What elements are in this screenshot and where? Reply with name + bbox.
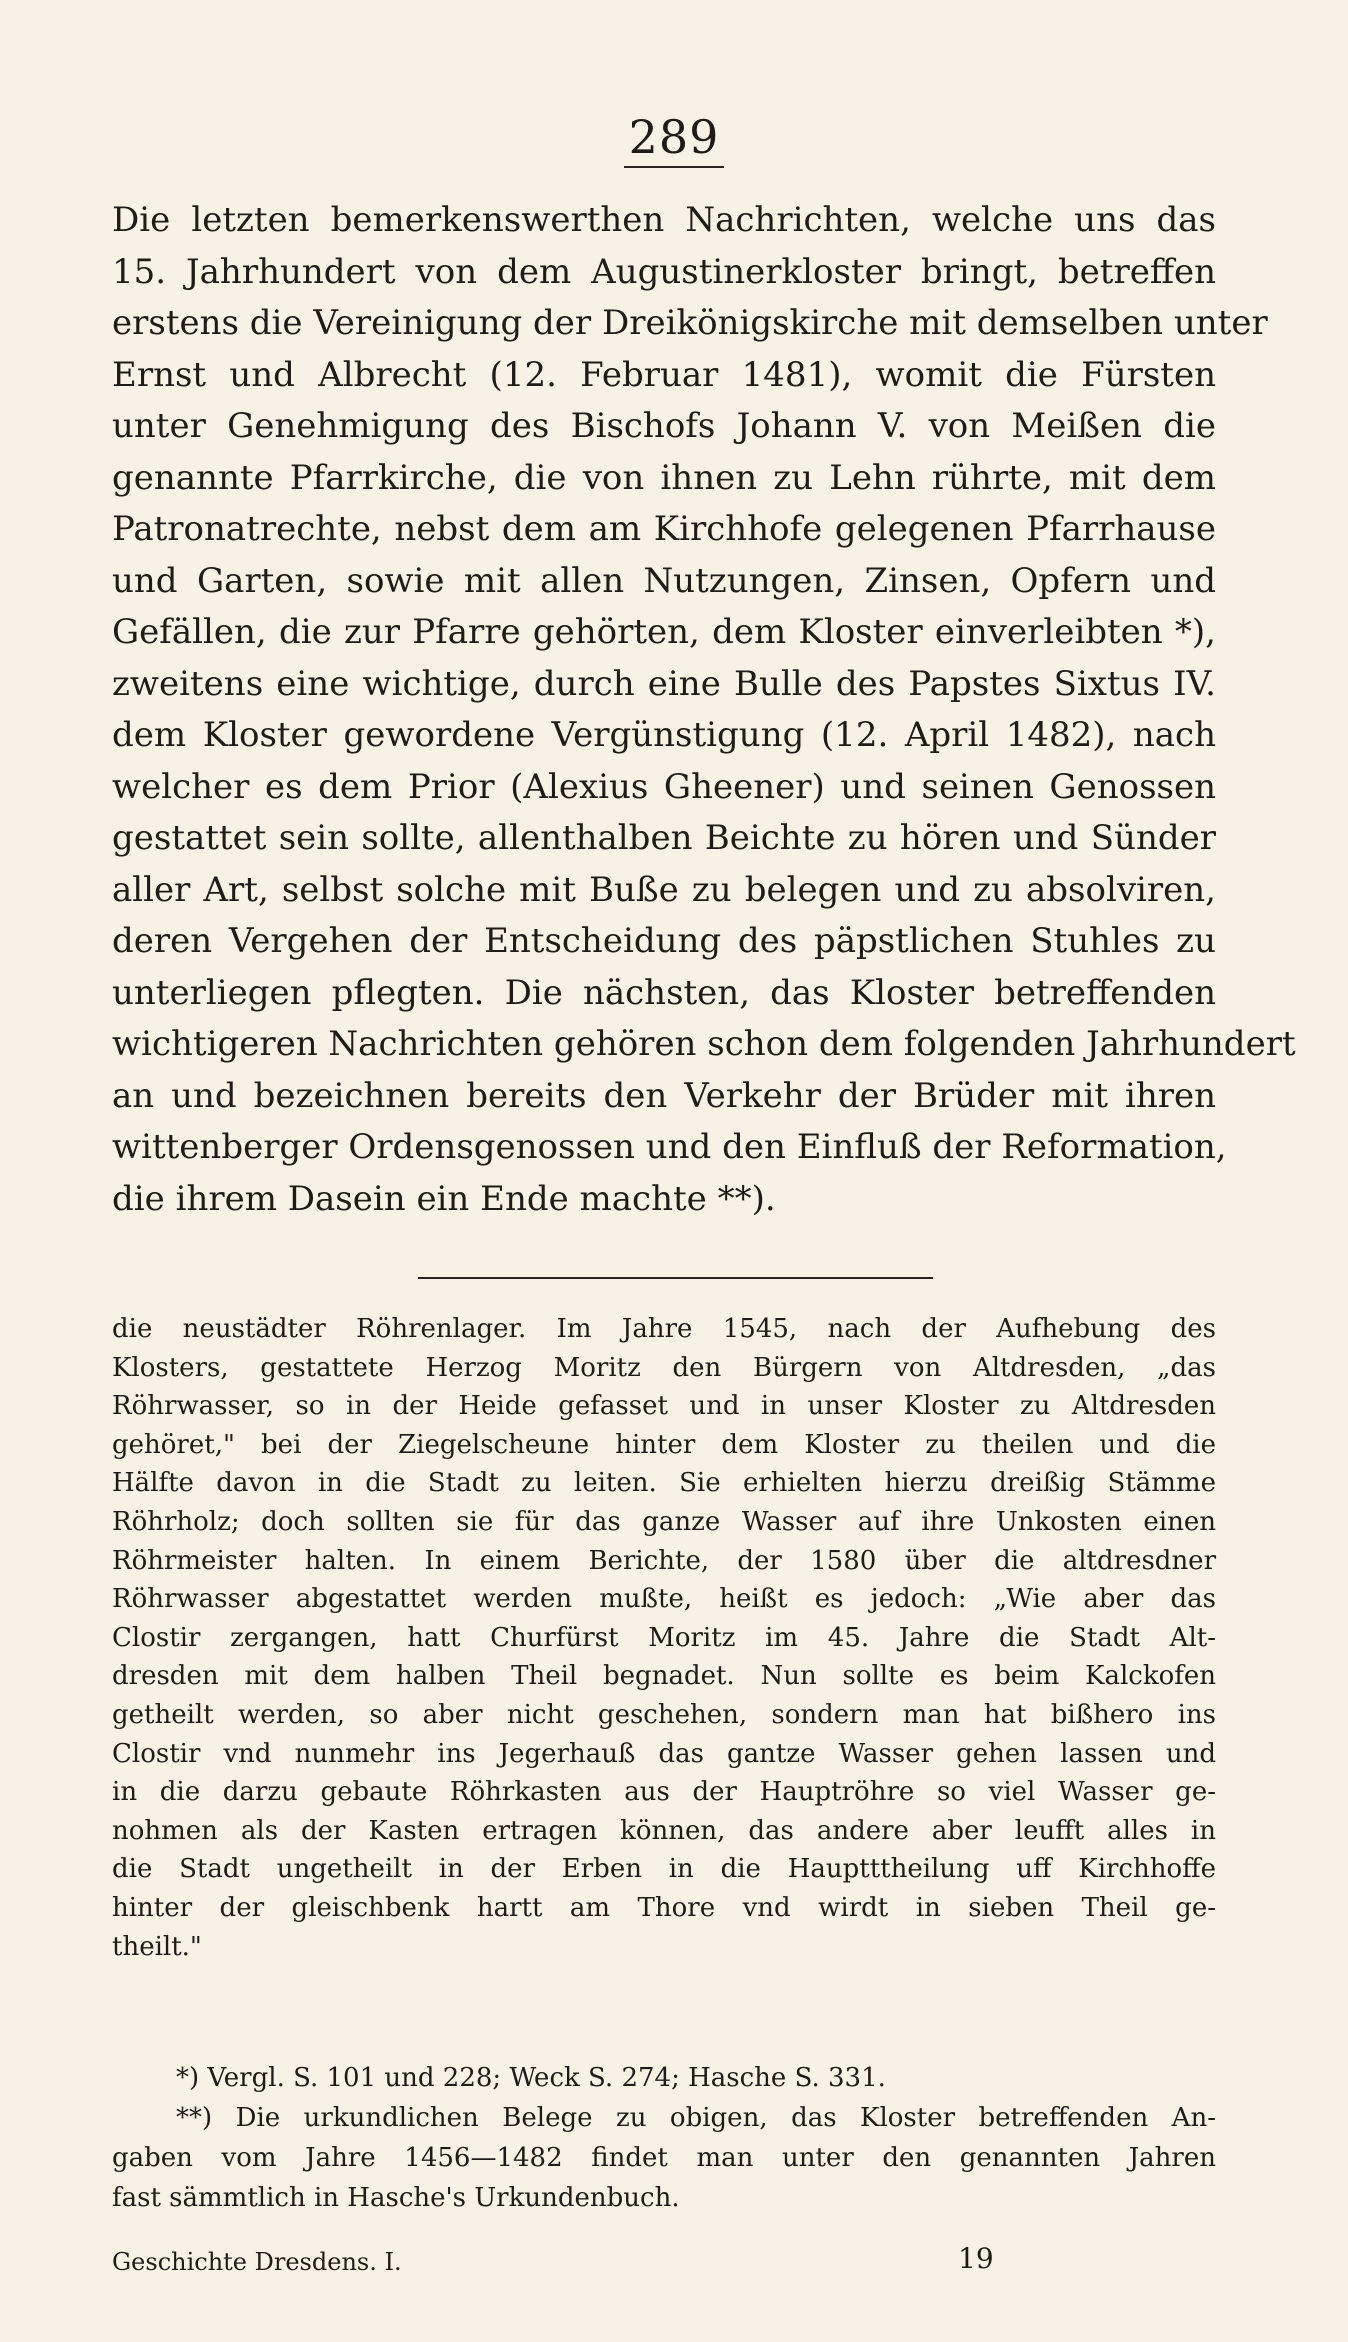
page-number-rule <box>624 166 724 168</box>
footnote-line: Röhrwasser, so in der Heide gefasset und in unser Kloster zu Altdresden <box>112 1391 1216 1422</box>
main-text-line: gestattet sein sollte, allenthalben Beichte zu hören und Sünder <box>112 818 1216 858</box>
footnote-line: Hälfte davon in die Stadt zu leiten. Sie erhielten hierzu dreißig Stämme <box>112 1468 1216 1499</box>
footnote-line: Röhrholz; doch sollten sie für das ganze Wasser auf ihre Unkosten einen <box>112 1506 1216 1537</box>
footnote-line: Röhrwasser abgestattet werden mußte, heißt es jedoch: „Wie aber das <box>112 1584 1216 1615</box>
footnote-star-2-line: **) Die urkundlichen Belege zu obigen, das Kloster betreffenden An- <box>176 2103 1216 2133</box>
footnote-line: Clostir vnd nunmehr ins Jegerhauß das gantze Wasser gehen lassen und <box>112 1738 1216 1769</box>
sheet-number: 19 <box>958 2242 994 2275</box>
footnote-star-2-line: fast sämmtlich in Hasche's Urkundenbuch. <box>112 2183 680 2213</box>
footnote-line: theilt." <box>112 1931 202 1962</box>
footnote-line: nohmen als der Kasten ertragen können, das andere aber leufft alles in <box>112 1815 1216 1846</box>
main-text-line: Gefällen, die zur Pfarre gehörten, dem Kloster einverleibten *), <box>112 612 1216 652</box>
page-number: 289 <box>628 110 720 164</box>
footnote-line: hinter der gleischbenk hartt am Thore vnd wirdt in sieben Theil ge- <box>112 1892 1216 1923</box>
main-text-line: dem Kloster gewordene Vergünstigung (12. April 1482), nach <box>112 715 1216 755</box>
footnote-line: in die darzu gebaute Röhrkasten aus der Hauptröhre so viel Wasser ge- <box>112 1777 1216 1808</box>
main-text-line: wittenberger Ordensgenossen und den Einfluß der Reformation, <box>112 1127 1227 1167</box>
footnote-divider <box>418 1277 933 1279</box>
footnote-line: gehöret," bei der Ziegelscheune hinter dem Kloster zu theilen und die <box>112 1429 1216 1460</box>
footnote-line: getheilt werden, so aber nicht geschehen, sondern man hat bißhero ins <box>112 1699 1216 1730</box>
main-text-line: unter Genehmigung des Bischofs Johann V. von Meißen die <box>112 406 1216 446</box>
main-text-line: Ernst und Albrecht (12. Februar 1481), womit die Fürsten <box>112 354 1216 395</box>
footnotes <box>112 2058 1216 2218</box>
main-text-line: deren Vergehen der Entscheidung des päpstlichen Stuhles zu <box>112 921 1216 961</box>
main-text-line: die ihrem Dasein ein Ende machte **). <box>112 1178 776 1219</box>
footnote-line: Clostir zergangen, hatt Churfürst Moritz im 45. Jahre die Stadt Alt- <box>112 1622 1216 1653</box>
main-text-line: zweitens eine wichtige, durch eine Bulle des Papstes Sixtus IV. <box>112 663 1216 704</box>
main-text-line: Die letzten bemerkenswerthen Nachrichten, welche uns das <box>112 200 1216 240</box>
main-text <box>112 195 1296 1225</box>
footnote-line: Klosters, gestattete Herzog Moritz den Bürgern von Altdresden, „das <box>112 1352 1216 1383</box>
signature-mark: Geschichte Dresdens. I. <box>112 2248 402 2276</box>
footnote-line: dresden mit dem halben Theil begnadet. Nun sollte es beim Kalckofen <box>112 1661 1216 1692</box>
footnote-line: die Stadt ungetheilt in der Erben in die Hauptttheilung uff Kirchhoffe <box>112 1854 1216 1885</box>
footnote-line: Röhrmeister halten. In einem Berichte, der 1580 über die altdresdner <box>112 1545 1216 1576</box>
main-text-line: welcher es dem Prior (Alexius Gheener) und seinen Genossen <box>112 766 1216 807</box>
main-text-line: erstens die Vereinigung der Dreikönigskirche mit demselben unter <box>112 303 1268 343</box>
main-text-line: genannte Pfarrkirche, die von ihnen zu Lehn rührte, mit dem <box>112 457 1216 498</box>
footnote-star-2-line: gaben vom Jahre 1456—1482 findet man unter den genannten Jahren <box>112 2143 1216 2173</box>
main-text-line: 15. Jahrhundert von dem Augustinerkloster bringt, betreffen <box>112 251 1216 292</box>
main-text-line: unterliegen pflegten. Die nächsten, das Kloster betreffenden <box>112 972 1216 1013</box>
footnote-line: die neustädter Röhrenlager. Im Jahre 1545, nach der Aufhebung des <box>112 1314 1216 1344</box>
main-text-line: Patronatrechte, nebst dem am Kirchhofe gelegenen Pfarrhause <box>112 509 1216 549</box>
main-text-line: aller Art, selbst solche mit Buße zu belegen und zu absolviren, <box>112 869 1216 910</box>
main-text-line: und Garten, sowie mit allen Nutzungen, Zinsen, Opfern und <box>112 560 1216 601</box>
footnote-continuation <box>112 1310 1216 1966</box>
footnote-star-1: *) Vergl. S. 101 und 228; Weck S. 274; Hasche S. 331. <box>176 2063 886 2093</box>
main-text-line: wichtigeren Nachrichten gehören schon dem folgenden Jahrhundert <box>112 1024 1296 1064</box>
main-text-line: an und bezeichnen bereits den Verkehr der Brüder mit ihren <box>112 1075 1216 1116</box>
